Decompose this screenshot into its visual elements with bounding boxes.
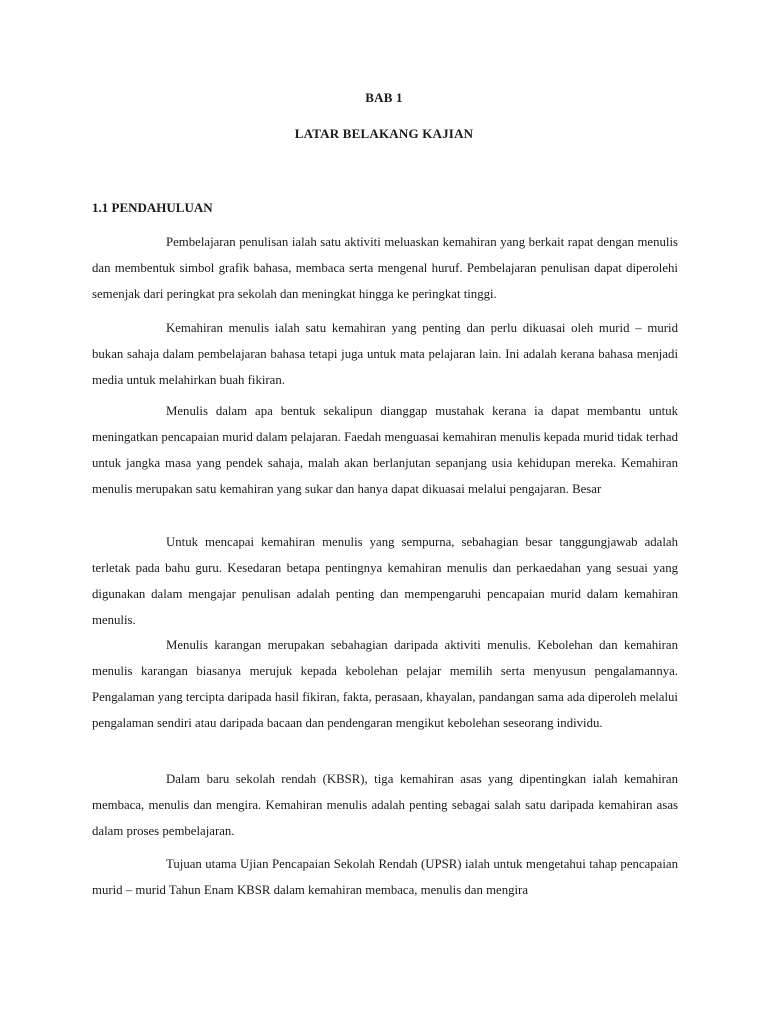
paragraph-4: Untuk mencapai kemahiran menulis yang sempurna, sebahagian besar tanggungjawab adalah terletak pada bahu guru. Kesedaran betapa pentingnya kemahiran menulis dan perkaedahan yang sesuai yang digunakan dalam mengajar penulisan adalah penting dan mempengaruhi pencapaian murid dalam kemahiran menulis. (92, 535, 678, 627)
paragraph-5: Menulis karangan merupakan sebahagian daripada aktiviti menulis. Kebolehan dan kemahiran menulis karangan biasanya merujuk kepada kebolehan pelajar memilih serta menyusun pengalamannya. Pengalaman yang tercipta daripada hasil fikiran, fakta, perasaan, khayalan, pandangan sama ada diperoleh melalui pengalaman sendiri atau daripada bacaan dan pendengaran mengikut kebolehan seseorang individu. (92, 638, 678, 730)
chapter-title: LATAR BELAKANG KAJIAN (294, 126, 474, 141)
paragraph-2: Kemahiran menulis ialah satu kemahiran yang penting dan perlu dikuasai oleh murid – murid bukan sahaja dalam pembelajaran bahasa tetapi juga untuk mata pelajaran lain. Ini adalah kerana bahasa menjadi media untuk melahirkan buah fikiran. (92, 321, 678, 387)
paragraph-1: Pembelajaran penulisan ialah satu aktiviti meluaskan kemahiran yang berkait rapat dengan menulis dan membentuk simbol grafik bahasa, membaca serta mengenal huruf. Pembelajaran penulisan dapat diperolehi semenjak dari peringkat pra sekolah dan meningkat hingga ke peringkat tinggi. (92, 235, 678, 301)
chapter-number: BAB 1 (365, 90, 403, 105)
paragraph-7: Tujuan utama Ujian Pencapaian Sekolah Rendah (UPSR) ialah untuk mengetahui tahap pencapaian murid – murid Tahun Enam KBSR dalam kemahiran membaca, menulis dan mengira (92, 857, 678, 897)
section-heading: 1.1 PENDAHULUAN (92, 200, 213, 215)
paragraph-6: Dalam baru sekolah rendah (KBSR), tiga kemahiran asas yang dipentingkan ialah kemahiran membaca, menulis dan mengira. Kemahiran menulis adalah penting sebagai salah satu daripada kemahiran asas dalam proses pembelajaran. (92, 772, 678, 838)
paragraph-3: Menulis dalam apa bentuk sekalipun dianggap mustahak kerana ia dapat membantu untuk meningatkan pencapaian murid dalam pelajaran. Faedah menguasai kemahiran menulis kepada murid tidak terhad untuk jangka masa yang pendek sahaja, malah akan berlanjutan sepanjang usia kehidupan mereka. Kemahiran menulis merupakan satu kemahiran yang sukar dan hanya dapat dikuasai melalui pengajaran. Besar (92, 404, 678, 496)
